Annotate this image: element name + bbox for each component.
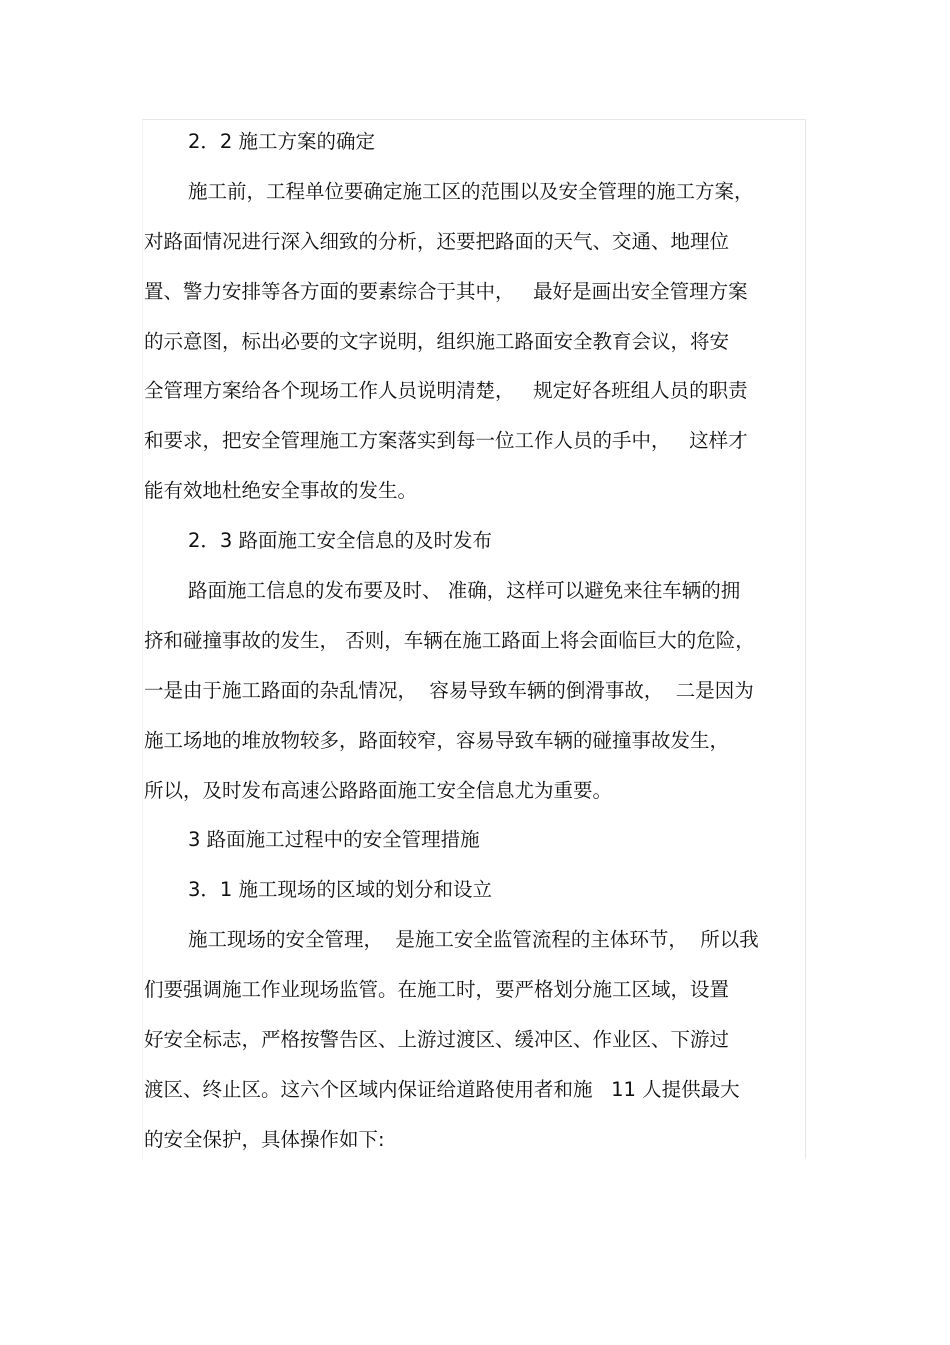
paragraph-line: 路面施工信息的发布要及时、 准确，这样可以避免来往车辆的拥 bbox=[188, 579, 741, 603]
paragraph-line: 和要求，把安全管理施工方案落实到每一位工作人员的手中， 这样才 bbox=[144, 429, 748, 453]
section-heading-2-3: 2．3 路面施工安全信息的及时发布 bbox=[188, 529, 493, 553]
paragraph-line: 渡区、终止区。这六个区域内保证给道路使用者和施 11 人提供最大 bbox=[144, 1077, 740, 1101]
paragraph-line: 的示意图，标出必要的文字说明，组织施工路面安全教育会议，将安 bbox=[144, 329, 730, 353]
paragraph-line: 施工现场的安全管理， 是施工安全监管流程的主体环节， 所以我 bbox=[188, 928, 759, 952]
paragraph-line: 全管理方案给各个现场工作人员说明清楚， 规定好各班组人员的职责 bbox=[144, 379, 748, 403]
paragraph-line: 们要强调施工作业现场监管。在施工时，要严格划分施工区域，设置 bbox=[144, 978, 730, 1002]
paragraph-line: 好安全标志，严格按警告区、上游过渡区、缓冲区、作业区、下游过 bbox=[144, 1028, 730, 1052]
paragraph-line: 挤和碰撞事故的发生， 否则，车辆在施工路面上将会面临巨大的危险， bbox=[144, 628, 755, 652]
paragraph-line: 对路面情况进行深入细致的分析，还要把路面的天气、交通、地理位 bbox=[144, 229, 730, 253]
paragraph-line: 的安全保护，具体操作如下: bbox=[144, 1127, 385, 1151]
paragraph-line: 置、警力安排等各方面的要素综合于其中， 最好是画出安全管理方案 bbox=[144, 279, 748, 303]
paragraph-line: 施工场地的堆放物较多，路面较窄，容易导致车辆的碰撞事故发生， bbox=[144, 728, 730, 752]
paragraph-line: 施工前，工程单位要确定施工区的范围以及安全管理的施工方案， bbox=[188, 179, 754, 203]
section-heading-2-2: 2．2 施工方案的确定 bbox=[188, 130, 376, 153]
document-body bbox=[144, 117, 808, 1165]
paragraph-line: 所以，及时发布高速公路路面施工安全信息尤为重要。 bbox=[144, 778, 613, 802]
paragraph-line: 能有效地杜绝安全事故的发生。 bbox=[144, 479, 418, 503]
section-heading-3: 3 路面施工过程中的安全管理措施 bbox=[188, 828, 480, 852]
section-heading-3-1: 3．1 施工现场的区域的划分和设立 bbox=[188, 878, 493, 902]
paragraph-line: 一是由于施工路面的杂乱情况， 容易导致车辆的倒滑事故， 二是因为 bbox=[144, 678, 754, 702]
